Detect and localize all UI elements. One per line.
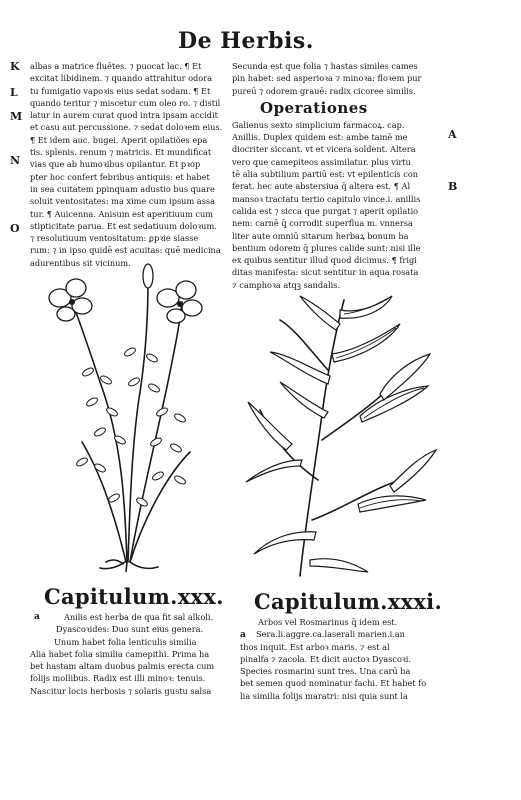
text-line: albas a matrice fluētes. ⁊ puocat lac. ¶ Et bbox=[30, 61, 202, 71]
text-line: tē alia subtilium partiū est: vt epilenticis con bbox=[232, 169, 419, 180]
text-line: Sera.li.aggre.ca.laserali marien.i.an bbox=[256, 629, 405, 640]
text-line: Nascitur locis herbosis ⁊ solaris gustu salsa bbox=[30, 685, 212, 696]
operationes-heading: Operationes bbox=[260, 98, 368, 117]
text-line: pinalfa ⁊ zacola. Et dicit auctoꝛ Dyascoꝛi. bbox=[240, 653, 412, 664]
text-line: vias que ab humoꝛibus opilantur. Et pꝛop bbox=[30, 159, 201, 170]
text-line: Anilis est herba de qua fit sal alkoli. bbox=[64, 612, 214, 622]
text-line: lia similia folijs maratri: nisi quia sunt la bbox=[240, 690, 408, 701]
text-line: quando teritur ⁊ miscetur cum oleo ro. ⁊ distil bbox=[30, 97, 221, 108]
marginal-letter: A bbox=[448, 128, 457, 141]
text-line: bet semen quod nominatur fachi. Et habet fo bbox=[240, 678, 427, 689]
left-column-bottom bbox=[30, 585, 230, 697]
text-line: pin habet: sed asperioꝛa ⁊ minoꝛa: floꝛem pur bbox=[232, 73, 422, 84]
chapter-heading: Capitulum.xxx. bbox=[44, 584, 224, 609]
text-line: tu fumigatio vapoꝛis eius sedat sodam. ¶ Et bbox=[30, 85, 211, 96]
anise-plant-woodcut bbox=[30, 262, 225, 572]
text-line: excitat libidinem. ⁊ quando attrahitur odora bbox=[30, 73, 213, 84]
text-line: Dyascoꝛides: Duo sunt eius genera. bbox=[56, 624, 204, 635]
text-line: vero que camepiteos assimilatur. plus virtu bbox=[232, 156, 411, 167]
marginal-letter: B bbox=[448, 180, 458, 193]
marginal-letter: L bbox=[10, 86, 18, 99]
text-line: bentium odorem q̄ plures calide sunt: nisi ille bbox=[232, 242, 421, 253]
text-line: tis. splenis. renum ⁊ matricis. Et mundificat bbox=[30, 147, 212, 158]
marginal-letter: a bbox=[34, 612, 40, 622]
text-line: Species rosmarini sunt tres. Una carū ha bbox=[240, 666, 411, 677]
text-line: bet hastam altam duobus palmis erecta cum bbox=[30, 661, 215, 672]
marginal-letter: a bbox=[240, 630, 246, 640]
text-line: Unum habet folia lenticulis similia bbox=[54, 636, 197, 647]
marginal-letter: M bbox=[10, 110, 23, 123]
text-line: Secunda est que folia ⁊ hastas similes cames bbox=[232, 61, 418, 71]
text-line: Galienus sexto simplicium farmacoꝝ. cap. bbox=[232, 119, 405, 130]
text-line: stipticitate parua. Et est sedatiuum doloꝛum. bbox=[30, 220, 217, 231]
marginal-letter: N bbox=[10, 154, 21, 167]
text-line: thos inquit. Est arboꝛ maris. ⁊ est al bbox=[240, 641, 390, 652]
text-line: adurentibus sit vicinum. bbox=[30, 257, 131, 268]
text-line: ⁊ camphoꝛa atqꝫ sandalis. bbox=[232, 279, 341, 290]
text-line: pter hoc confert febribus antiquis: et habet bbox=[30, 171, 210, 182]
text-line: rum: ⁊ in ipso quidē est acuitas: quē medicina bbox=[30, 245, 221, 256]
text-line: Alia habet folia similia camepithi. Prima ha bbox=[30, 648, 210, 659]
text-line: ¶ Et idem auc. bugei. Aperit opilatiões epa bbox=[30, 134, 208, 145]
text-line: Arbos vel Rosmarinus q̄ idem est. bbox=[258, 617, 398, 627]
right-column-top bbox=[232, 60, 437, 291]
text-line: in sea cuitatem ppinquam adustio bus quare bbox=[30, 183, 215, 194]
text-line: ex quibus sentitur illud quod dicimus. ¶ frigi bbox=[232, 255, 417, 266]
text-line: et casu aut percussione. ⁊ sedat doloꝛem eius. bbox=[30, 122, 223, 133]
text-line: pureū ⁊ odorem grauē: radix cicoree similis. bbox=[232, 85, 416, 96]
text-line: ferat. hec aute abstersiua q̄ altera est. ¶ Al bbox=[232, 181, 411, 192]
text-line: diocriter siccant. vt et vicera soldent. Altera bbox=[232, 144, 416, 155]
chapter-heading: Capitulum.xxxi. bbox=[254, 589, 443, 614]
text-line: calida est ⁊ sicca que purgat ⁊ aperit opilatio bbox=[232, 205, 419, 216]
rosemary-plant-woodcut bbox=[240, 290, 445, 580]
marginal-letter: O bbox=[10, 222, 20, 235]
text-line: folijs mollibus. Radix est illi minoꝛ: tenuis. bbox=[30, 673, 206, 684]
running-head: De Herbis. bbox=[178, 28, 314, 54]
left-column-top bbox=[30, 60, 230, 269]
text-line: Anillis. Duplex quidem est: ambe tamē me bbox=[232, 132, 408, 143]
text-line: nem: carnē q̄ corrodit superflua m. vnnersa bbox=[232, 218, 413, 229]
text-line: liter aute omniū sitarum herbaꝝ bonum ha bbox=[232, 230, 409, 241]
marginal-letter: K bbox=[10, 60, 20, 73]
text-line: mansoꝛ tractatu tertio capitulo vince.i. anillis bbox=[232, 193, 421, 204]
text-line: tur. ¶ Auicenna. Anisum est aperitiuum cum bbox=[30, 208, 213, 219]
right-column-bottom bbox=[240, 590, 445, 702]
text-line: soluit ventositates: ma xime cum ipsum assa bbox=[30, 196, 215, 207]
text-line: ditas manifesta: sicut sentitur in aqua rosata bbox=[232, 267, 419, 278]
text-line: ⁊ resolutiuum ventositatum: ꝑpꝛie siasse bbox=[30, 233, 199, 244]
text-line: latur in aurem curat quod intra ipsam accidit bbox=[30, 110, 218, 121]
